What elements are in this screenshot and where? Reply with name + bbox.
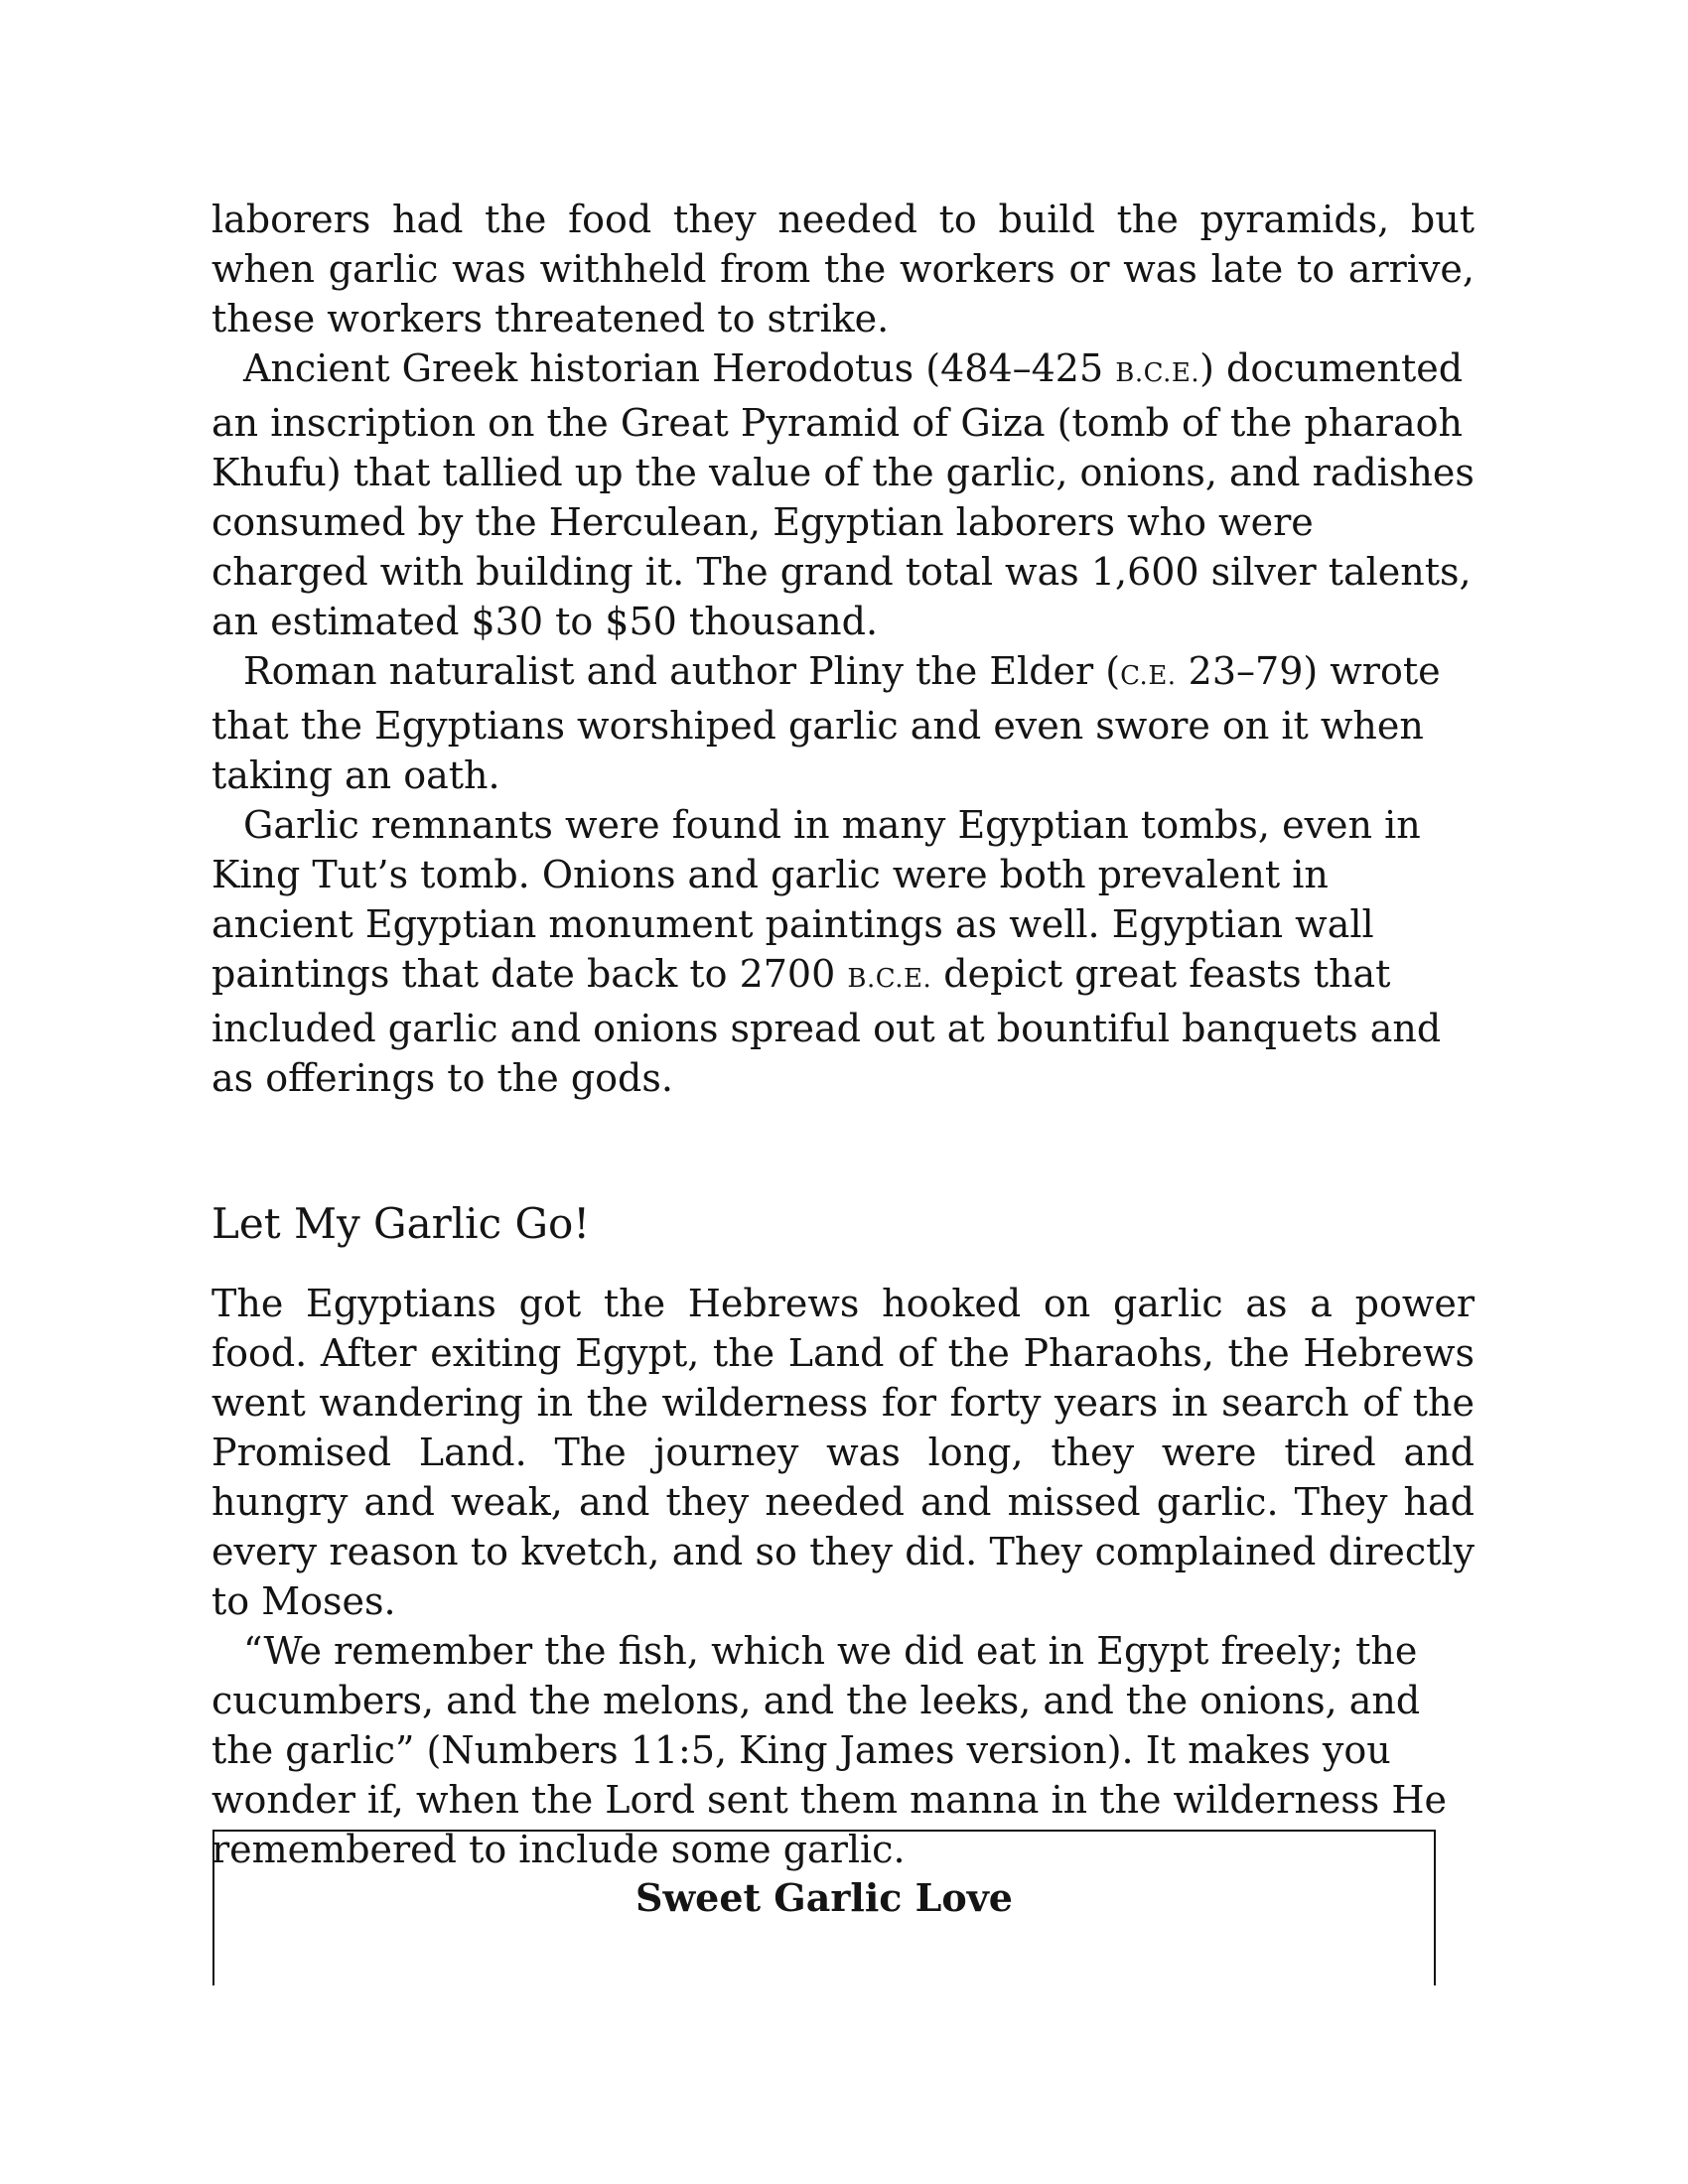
paragraph-tombs bbox=[211, 800, 1475, 1103]
paragraph-pliny-text-end: 23–79) wrote that the Egyptians worshiped garlic and even swore on it when taking an oath. bbox=[211, 649, 1441, 797]
paragraph-tombs-text-end: depict great feasts that included garlic and onions spread out at bountiful banquets and as offerings to the gods. bbox=[211, 952, 1442, 1100]
paragraph-herodotus bbox=[211, 343, 1475, 646]
sidebar-title: Sweet Garlic Love bbox=[635, 1875, 1013, 1920]
sidebar-box bbox=[212, 1830, 1436, 1985]
paragraph-tombs-text-start: Garlic remnants were found in many Egyptian tombs, even in King Tut’s tomb. Onions and garlic were both prevalent in ancient Egyptian monument paintings as well. Egyptian wall paintings that date back to 2700 bbox=[211, 803, 1421, 996]
paragraph-pliny bbox=[211, 646, 1475, 800]
paragraph-herodotus-text-start: Ancient Greek historian Herodotus (484–425 bbox=[243, 346, 1116, 390]
section-heading: Let My Garlic Go! bbox=[211, 1199, 591, 1248]
paragraph-laborers: laborers had the food they needed to build the pyramids, but when garlic was withheld from the workers or was late to arrive, these workers threatened to strike. bbox=[211, 198, 1475, 341]
paragraph-pliny-text-start: Roman naturalist and author Pliny the Elder ( bbox=[243, 649, 1121, 693]
era-abbreviation: C.E. bbox=[1120, 661, 1177, 691]
era-abbreviation: B.C.E. bbox=[1115, 358, 1200, 388]
paragraph-herodotus-text-end: ) documented an inscription on the Great Pyramid of Giza (tomb of the pharaoh Khufu) that tallied up the value of the garlic, onions, and radishes consumed by the Herculean, Egyptian laborers who were charged with building it. The grand total was 1,600 silver talents, an estimated $30 to $50 thousand. bbox=[211, 346, 1475, 643]
paragraph-hebrews: The Egyptians got the Hebrews hooked on garlic as a power food. After exiting Egypt, the Land of the Pharaohs, the Hebrews went wandering in the wilderness for forty years in search of the Promised Land. The journey was long, they were tired and hungry and weak, and they needed and missed garlic. They had every reason to kvetch, and so they did. They complained directly to Moses. bbox=[211, 1282, 1475, 1623]
paragraph-numbers-quote: “We remember the fish, which we did eat in Egypt freely; the cucumbers, and the melons, and the leeks, and the onions, and the garlic” (Numbers 11:5, King James version). It makes you wonder if, when the Lord sent them manna in the wilderness He remembered to include some garlic. bbox=[211, 1629, 1448, 1871]
era-abbreviation: B.C.E. bbox=[847, 964, 932, 994]
page-body bbox=[211, 195, 1475, 1874]
